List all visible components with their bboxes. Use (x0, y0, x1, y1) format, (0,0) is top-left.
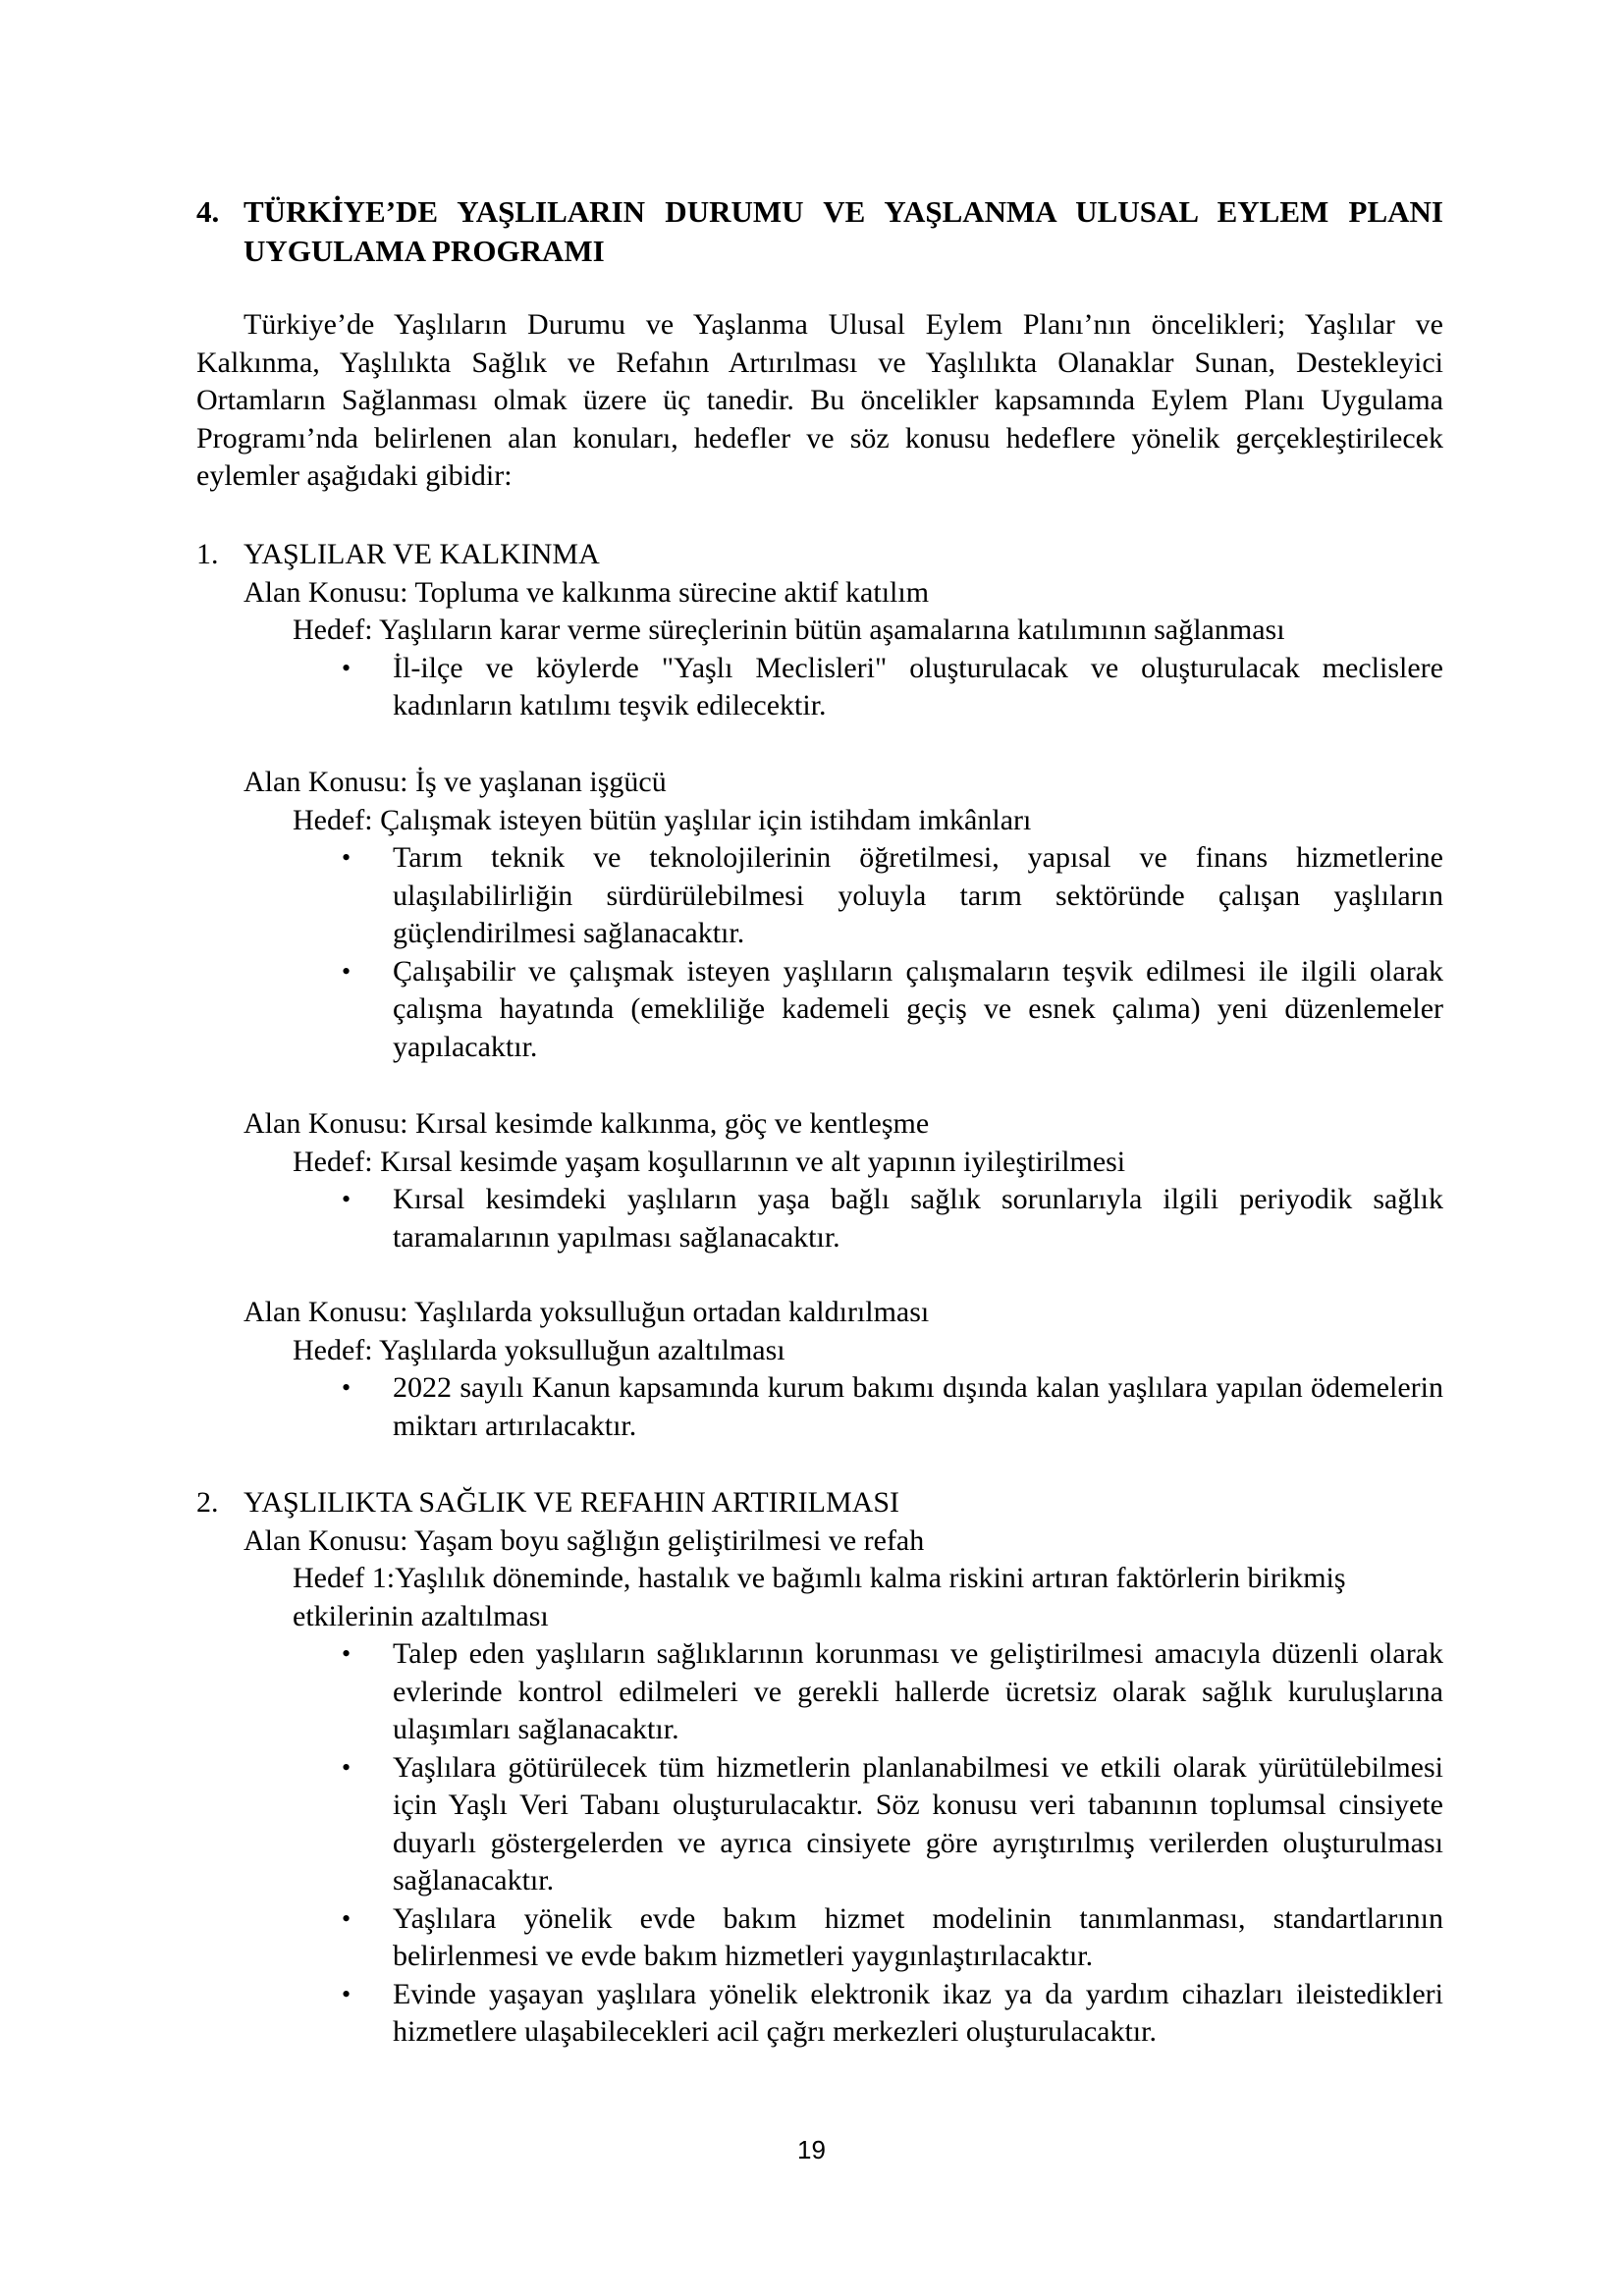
goal: Hedef: Kırsal kesimde yaşam koşullarının ve alt yapının iyileştirilmesi (293, 1145, 1126, 1178)
action-text: Yaşlılara götürülecek tüm hizmetlerin planlanabilmesi ve etkili olarak yürütülebilmesi için Yaşlı Veri Tabanı oluşturulacaktır. Söz konusu veri tabanının toplumsal cinsiyete duyarlı göstergelerden ve ayrıca cinsiyete göre ayrıştırılmış verilerden oluşturulması sağlanacaktır. (393, 1750, 1443, 1896)
section-heading (196, 192, 1443, 271)
area-block (196, 764, 1443, 1066)
action-item (342, 1369, 1443, 1445)
bullet-icon: • (342, 1903, 352, 1933)
priority-2 (196, 1484, 1443, 2052)
bullet-icon: • (342, 1979, 352, 2008)
section-number: 4. (196, 194, 220, 229)
bullet-icon: • (342, 1185, 352, 1213)
action-item (342, 650, 1443, 725)
action-text: İl-ilçe ve köylerde "Yaşlı Meclisleri" oluşturulacak ve oluşturulacak meclislere kadınların katılımı teşvik edilecektir. (393, 651, 1443, 721)
action-item (342, 953, 1443, 1067)
bullet-icon: • (342, 653, 352, 682)
area-topic: Alan Konusu: Yaşam boyu sağlığın geliştirilmesi ve refah (243, 1523, 925, 1557)
action-item (342, 839, 1443, 953)
action-list (196, 650, 1443, 725)
area-topic: Alan Konusu: Yaşlılarda yoksulluğun ortadan kaldırılması (243, 1296, 930, 1328)
bullet-icon: • (342, 956, 352, 986)
bullet-icon: • (342, 1639, 352, 1668)
bullet-icon: • (342, 843, 352, 872)
action-text: Çalışabilir ve çalışmak isteyen yaşlıların çalışmaların teşvik edilmesi ile ilgili olarak çalışma hayatında (emekliliğe kademeli geçiş ve esnek çalıma) yeni düzenlemeler yapılacaktır. (393, 954, 1443, 1063)
goal: Hedef: Yaşlılarda yoksulluğun azaltılması (293, 1333, 785, 1366)
action-item (342, 1635, 1443, 1749)
action-item (342, 1900, 1443, 1976)
action-item (342, 1749, 1443, 1900)
priority-title: YAŞLILAR VE KALKINMA (243, 538, 600, 570)
priority-1 (196, 536, 1443, 725)
goal: Hedef: Çalışmak isteyen bütün yaşlılar için istihdam imkânları (293, 803, 1032, 836)
action-item (342, 1976, 1443, 2052)
area-topic: Alan Konusu: Kırsal kesimde kalkınma, göç ve kentleşme (243, 1107, 930, 1140)
action-text: Evinde yaşayan yaşlılara yönelik elektronik ikaz ya da yardım cihazları ileistedikleri hizmetlere ulaşabilecekleri acil çağrı merkezleri oluşturulacaktır. (393, 1977, 1443, 2048)
section-title: TÜRKİYE’DE YAŞLILARIN DURUMU VE YAŞLANMA ULUSAL EYLEM PLANI UYGULAMA PROGRAMI (243, 194, 1443, 268)
area-topic: Alan Konusu: İş ve yaşlanan işgücü (243, 766, 667, 798)
priority-heading (196, 1484, 1443, 1522)
action-text: Talep eden yaşlıların sağlıklarının korunması ve geliştirilmesi amacıyla düzenli olarak evlerinde kontrol edilmeleri ve gerekli hallerde ücretsiz olarak sağlık kuruluşlarına ulaşımları sağlanacaktır. (393, 1637, 1443, 1745)
action-text: Yaşlılara yönelik evde bakım hizmet modelinin tanımlanması, standartlarının belirlenmesi ve evde bakım hizmetleri yaygınlaştırılacaktır. (393, 1901, 1443, 1972)
area-block (196, 1105, 1443, 1256)
action-list (196, 839, 1443, 1066)
area-block (196, 1294, 1443, 1445)
area-topic: Alan Konusu: Topluma ve kalkınma sürecine aktif katılım (243, 575, 930, 609)
intro-paragraph: Türkiye’de Yaşlıların Durumu ve Yaşlanma Ulusal Eylem Planı’nın öncelikleri; Yaşlılar ve Kalkınma, Yaşlılıkta Sağlık ve Refahın Artırılması ve Yaşlılıkta Olanaklar Sunan, Destekleyici Ortamların Sağlanması olmak üzere üç tanedir. Bu öncelikler kapsamında Eylem Planı Uygulama Programı’nda belirlenen alan konuları, hedefler ve söz konusu hedeflere yönelik gerçekleştirilecek eylemler aşağıdaki gibidir: (196, 308, 1443, 493)
priority-title: YAŞLILIKTA SAĞLIK VE REFAHIN ARTIRILMASI (243, 1486, 900, 1519)
action-text: Tarım teknik ve teknolojilerinin öğretilmesi, yapısal ve finans hizmetlerine ulaşılabilirliğin sürdürülebilmesi yoluyla tarım sektöründe çalışan yaşlıların güçlendirilmesi sağlanacaktır. (393, 841, 1443, 949)
priority-number: 2. (196, 1486, 219, 1519)
goal: Hedef: Yaşlıların karar verme süreçlerinin bütün aşamalarına katılımının sağlanması (293, 614, 1285, 646)
page-number: 19 (797, 2135, 826, 2164)
bullet-icon: • (342, 1752, 352, 1782)
action-item (342, 1181, 1443, 1256)
action-list (196, 1635, 1443, 2052)
action-text: 2022 sayılı Kanun kapsamında kurum bakımı dışında kalan yaşlılara yapılan ödemelerin miktarı artırılacaktır. (393, 1371, 1443, 1442)
action-text: Kırsal kesimdeki yaşlıların yaşa bağlı sağlık sorunlarıyla ilgili periyodik sağlık taramalarının yapılması sağlanacaktır. (393, 1183, 1443, 1254)
bullet-icon: • (342, 1373, 352, 1402)
action-list (196, 1181, 1443, 1256)
priority-number: 1. (196, 538, 219, 570)
priority-heading (196, 536, 1443, 574)
action-list (196, 1369, 1443, 1445)
goal: Hedef 1:Yaşlılık döneminde, hastalık ve bağımlı kalma riskini artıran faktörlerin birikmiş etkilerinin azaltılması (293, 1562, 1346, 1632)
